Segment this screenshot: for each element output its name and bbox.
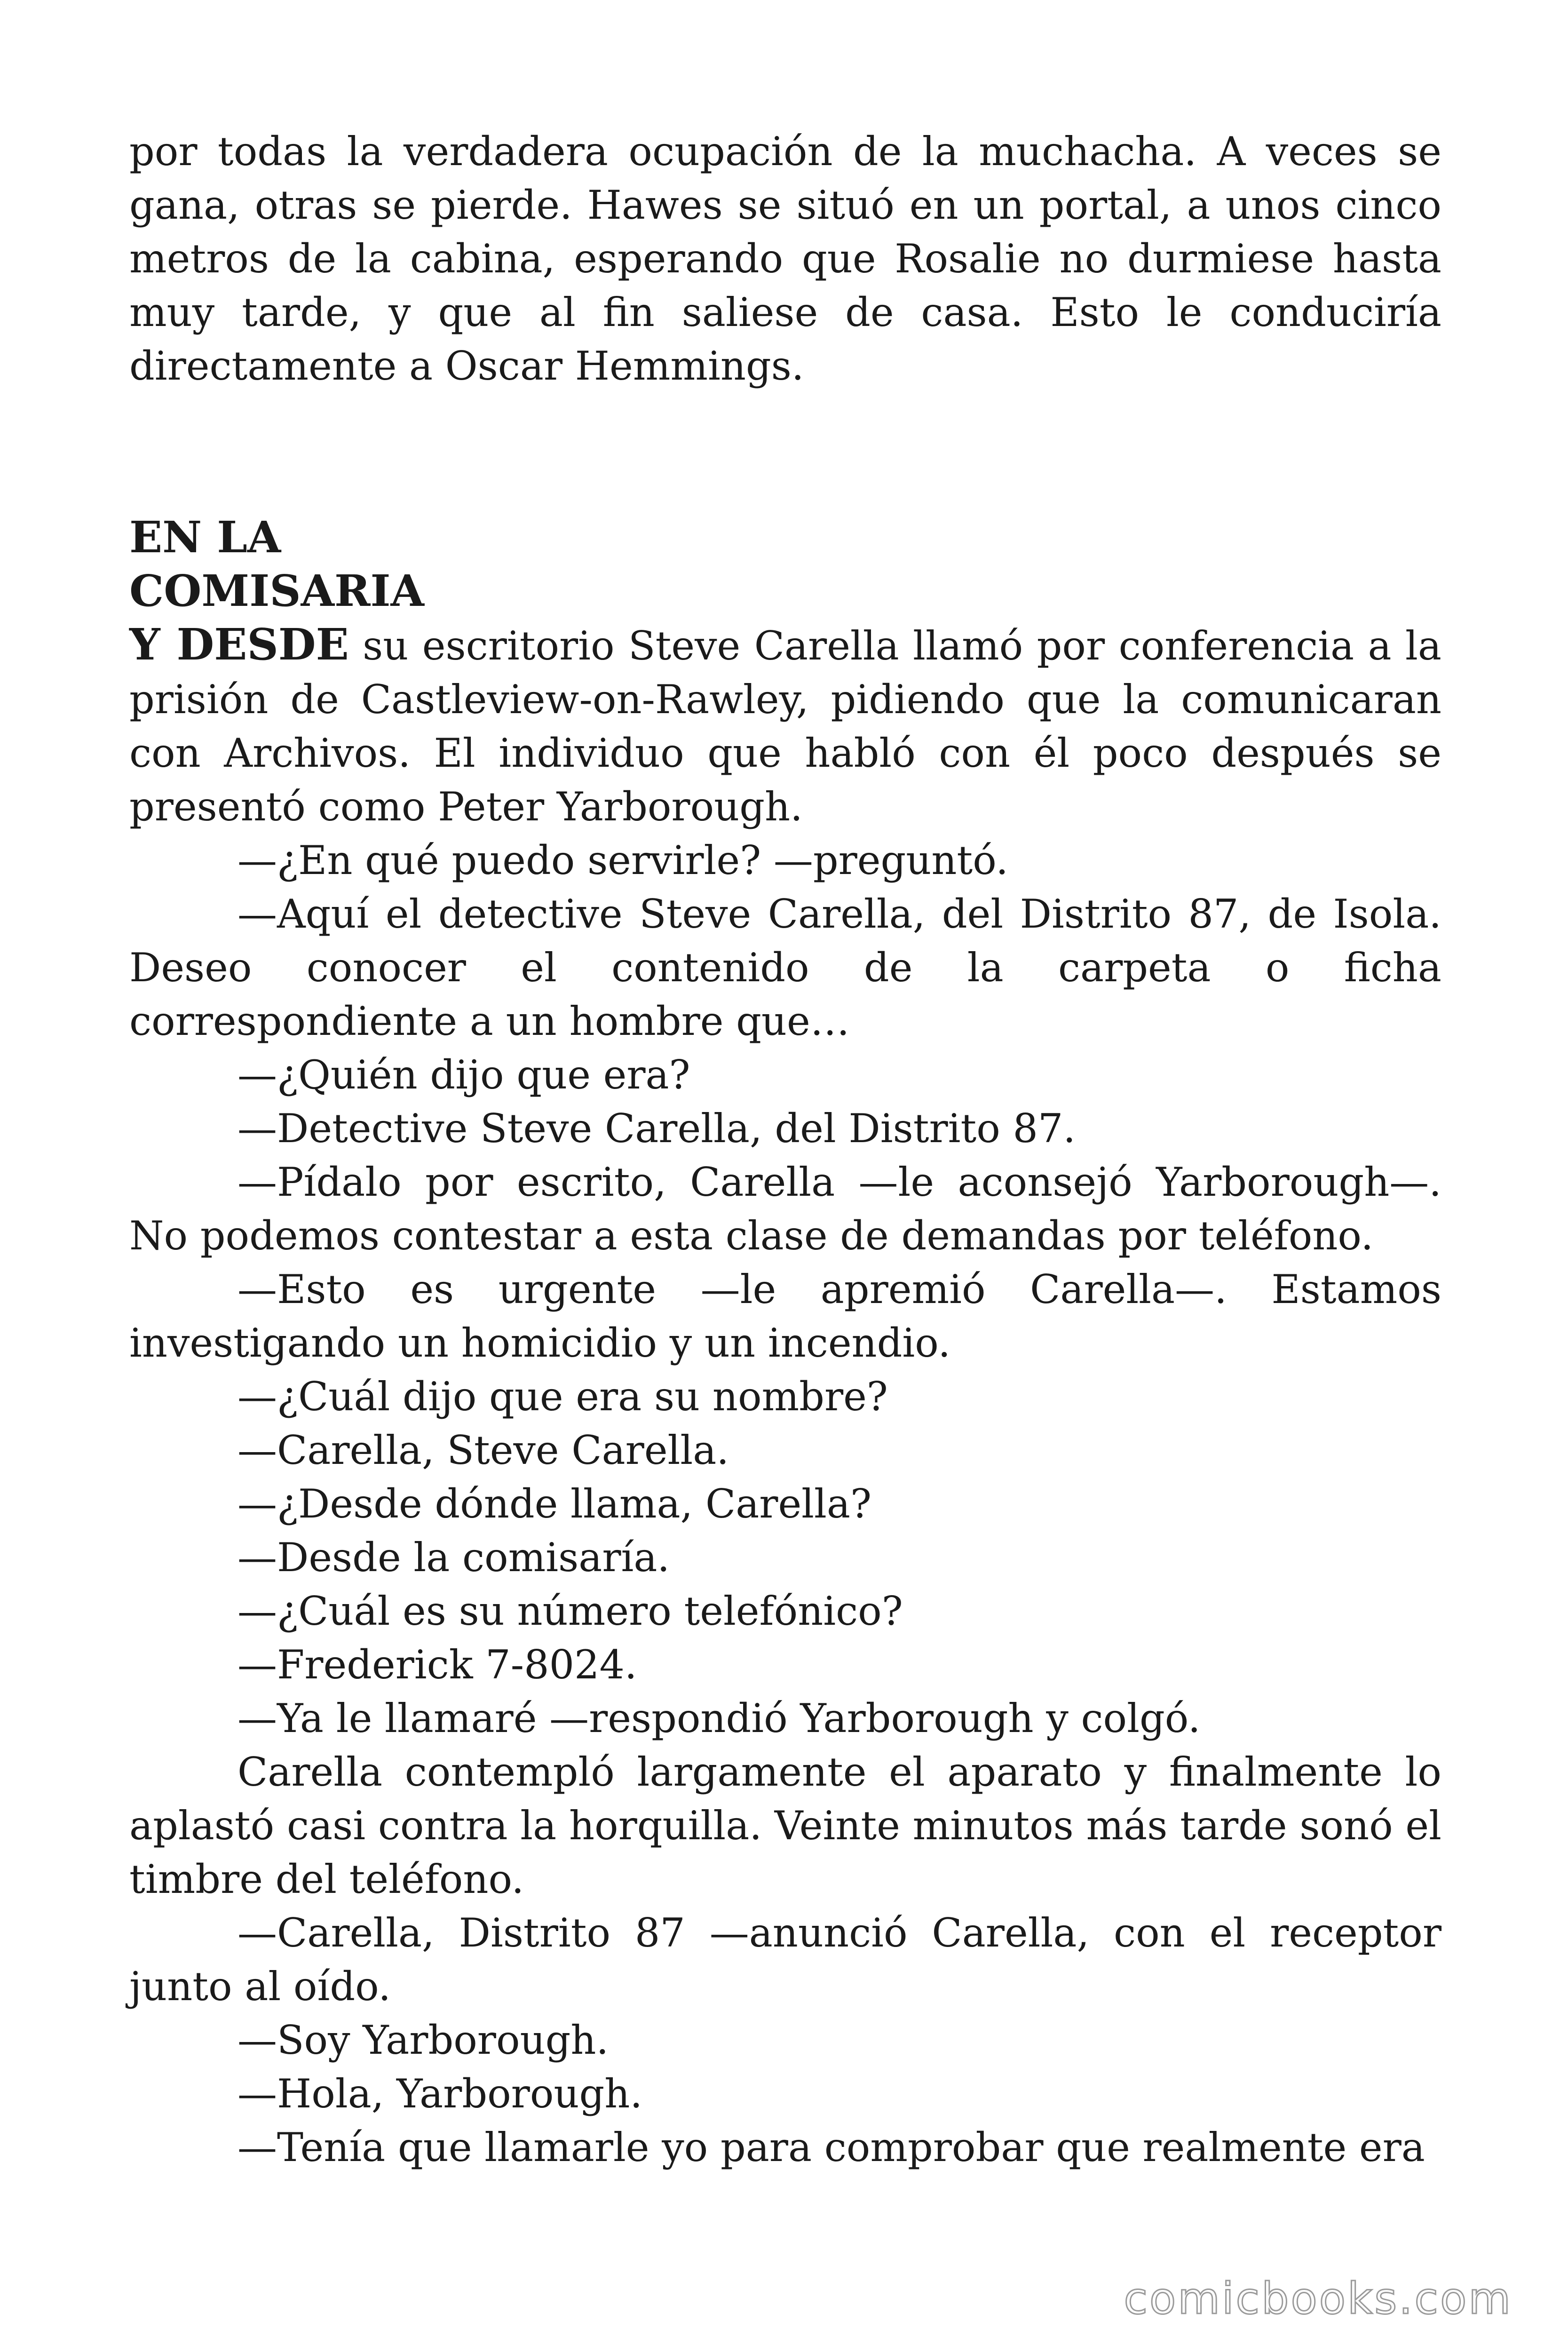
paragraph: —Carella, Steve Carella.	[238, 1427, 729, 1473]
paragraph: —Hola, Yarborough.	[238, 2071, 643, 2117]
first-paragraph-text: su escritorio Steve Carella llamó por conferencia a la prisión de Castleview-on-Rawley, pidiendo que la comunicaran con Archivos. El individuo que habló con él poco después se presentó como Peter Yarborough.	[129, 623, 1441, 830]
paragraph: —Ya le llamaré —respondió Yarborough y colgó.	[238, 1695, 1201, 1741]
paragraph: —Frederick 7-8024.	[238, 1642, 637, 1688]
paragraph: —¿Quién dijo que era?	[238, 1052, 690, 1098]
section-heading-line-2: COMISARIA	[129, 565, 424, 616]
paragraph: —Esto es urgente —le apremió Carella—. Estamos investigando un homicidio y un incendio.	[129, 1266, 1441, 1366]
section-first-paragraph	[129, 618, 1441, 834]
paragraph: —Pídalo por escrito, Carella —le aconsejó Yarborough—. No podemos contestar a esta clase de demandas por teléfono.	[129, 1159, 1441, 1259]
paragraph: —Soy Yarborough.	[238, 2017, 609, 2063]
paragraph: —Detective Steve Carella, del Distrito 87.	[238, 1105, 1076, 1152]
paragraph: —¿En qué puedo servirle? —preguntó.	[238, 837, 1008, 883]
watermark-text: comicbooks.com	[1124, 2273, 1513, 2324]
paragraph: —¿Cuál dijo que era su nombre?	[238, 1374, 888, 1420]
section-heading-line-1: EN LA	[129, 512, 281, 563]
paragraph: —Desde la comisaría.	[238, 1534, 670, 1581]
page-body	[129, 125, 1441, 2174]
paragraph: —Carella, Distrito 87 —anunció Carella, con el receptor junto al oído.	[129, 1910, 1441, 2010]
paragraph: —¿Cuál es su número telefónico?	[238, 1588, 903, 1634]
section-spacer	[129, 393, 1441, 510]
dialogue-paragraphs	[129, 834, 1441, 2174]
paragraph-last: —Tenía que llamarle yo para comprobar que realmente era	[238, 2124, 1425, 2170]
paragraph: —¿Desde dónde llama, Carella?	[238, 1481, 872, 1527]
paragraph: Carella contempló largamente el aparato y finalmente lo aplastó casi contra la horquilla. Veinte minutos más tarde sonó el timbre del teléfono.	[129, 1749, 1441, 1902]
paragraph: —Aquí el detective Steve Carella, del Distrito 87, de Isola. Deseo conocer el contenido de la carpeta o ficha correspondiente a un hombre que…	[129, 891, 1441, 1044]
run-in-words: Y DESDE	[129, 619, 349, 670]
intro-paragraph: por todas la verdadera ocupación de la muchacha. A veces se gana, otras se pierde. Hawes se situó en un portal, a unos cinco metros de la cabina, esperando que Rosalie no durmiese hasta muy tarde, y que al fin saliese de casa. Esto le conduciría directamente a Oscar Hemmings.	[129, 128, 1441, 389]
section-heading	[129, 510, 1441, 618]
